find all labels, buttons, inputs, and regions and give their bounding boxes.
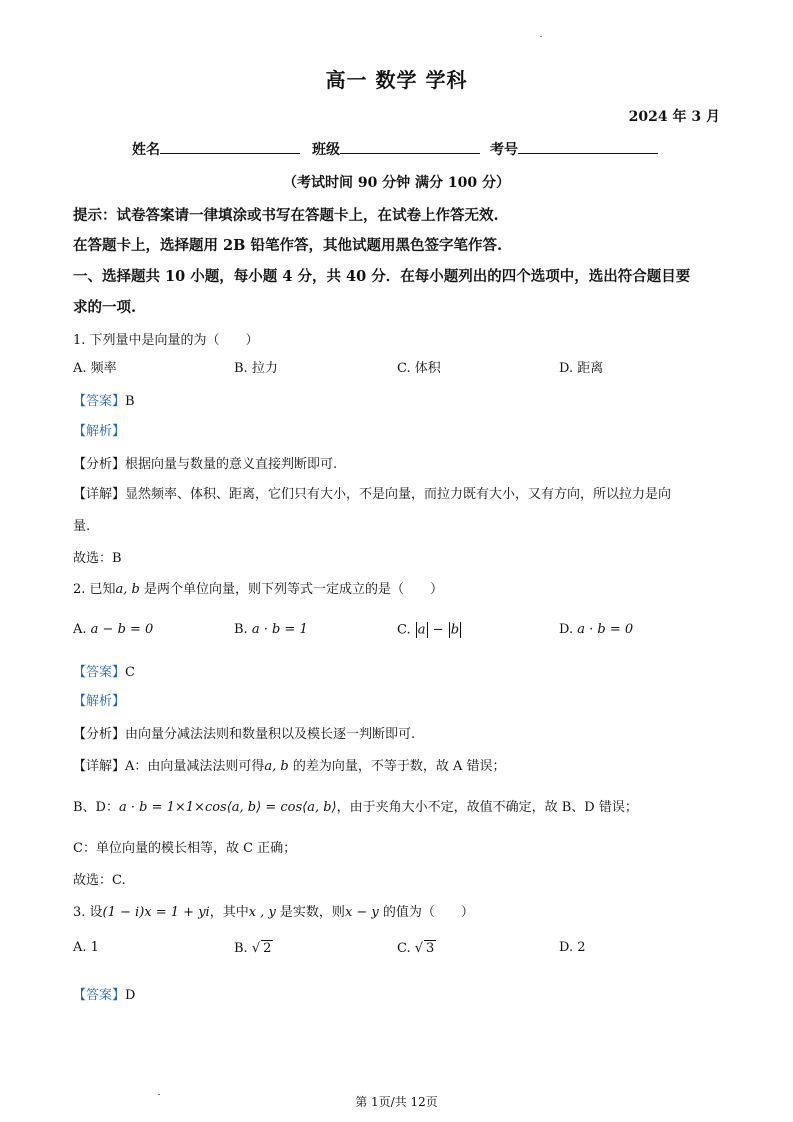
q1-xiangjie-2: 量.	[73, 519, 91, 534]
xiangjie-vars: a, b	[264, 759, 289, 774]
answer-tag: 【答案】	[73, 988, 126, 1003]
hint-line-2: 在答题卡上，选择题用 2B 铅笔作答，其他试题用黑色签字笔作答.	[73, 237, 502, 254]
q3-stem	[73, 901, 474, 920]
sqrt-value: 3	[426, 941, 435, 956]
xiangjie-text: A：由向量减法法则可得	[125, 759, 265, 774]
q3-option-a: A. 1	[73, 940, 99, 955]
q2-option-d	[559, 622, 633, 637]
exam-no-label: 考号	[490, 142, 518, 158]
class-field	[312, 138, 480, 159]
q1-option-d: D. 距离	[559, 361, 604, 376]
section-heading-1: 一、选择题共 10 小题，每小题 4 分，共 40 分．在每小题列出的四个选项中，选出符合题目要	[73, 268, 691, 285]
q1-choose: 故选：B	[73, 551, 122, 566]
abs-bar	[449, 622, 450, 638]
q1-xiangjie-1	[73, 483, 671, 502]
q3-expr2: x − y	[344, 905, 379, 920]
abs-bar	[427, 622, 428, 638]
q2-stem	[73, 578, 443, 597]
q1-option-c: C. 体积	[397, 361, 441, 376]
fenxi-tag: 【分析】	[73, 457, 126, 472]
q3-answer	[73, 984, 135, 1003]
q2-xiangjie-bd	[73, 796, 638, 815]
class-label: 班级	[312, 142, 340, 158]
page-title: 高一 数学 学科	[325, 68, 468, 92]
speck	[540, 36, 542, 37]
fenxi-text: 根据向量与数量的意义直接判断即可.	[125, 457, 338, 472]
q2-choose: 故选：C.	[73, 873, 126, 888]
answer-value: C	[125, 665, 135, 680]
abs-bar	[416, 622, 417, 638]
xiangjie-expr: a · b = 1×1×cos⟨a, b⟩ = cos⟨a, b⟩	[118, 800, 337, 815]
q2-analysis-tag: 【解析】	[73, 694, 126, 709]
q1-answer	[73, 390, 135, 409]
q2-option-c	[397, 622, 462, 638]
q1-option-b: B. 拉力	[234, 361, 278, 376]
q3-option-c: C. √ 3	[397, 941, 435, 956]
option-label: B.	[234, 622, 248, 637]
q2-option-a	[73, 622, 153, 637]
page-footer: 第 1页/共 12页	[355, 1095, 438, 1109]
q2-answer	[73, 661, 135, 680]
q2-xiangjie-c: C：单位向量的模长相等，故 C 正确；	[73, 841, 297, 856]
q2-xiangjie-a	[73, 755, 506, 774]
option-op: −	[428, 622, 448, 638]
time-note: （考试时间 90 分钟 满分 100 分）	[282, 175, 511, 191]
q3-vars: x , y	[248, 905, 276, 920]
answer-tag: 【答案】	[73, 394, 126, 409]
option-expr: a · b = 0	[577, 622, 634, 637]
q2-fenxi	[73, 723, 415, 742]
q3-expr: (1 − i)x = 1 + yi	[102, 905, 210, 920]
name-field	[132, 138, 300, 159]
section-heading-2: 求的一项.	[73, 299, 137, 316]
name-label: 姓名	[132, 142, 160, 158]
answer-tag: 【答案】	[73, 665, 126, 680]
q2-suffix: 是两个单位向量，则下列等式一定成立的是（ ）	[139, 582, 444, 597]
abs-bar	[460, 622, 461, 638]
sqrt-value: 2	[263, 941, 272, 956]
q2-prefix: 2. 已知	[73, 582, 116, 597]
exam-date: 2024 年 3 月	[628, 109, 720, 125]
exam-no-field	[490, 138, 658, 159]
q3-option-b: B. √ 2	[234, 941, 272, 956]
q1-stem: 1. 下列量中是向量的为（ ）	[73, 333, 259, 348]
name-blank	[160, 138, 300, 154]
xiangjie-text: ，由于夹角大小不定，故值不确定，故 B、D 错误；	[336, 800, 638, 815]
q3-prefix: 3. 设	[73, 905, 103, 920]
xiangjie-text: 显然频率、体积、距离，它们只有大小，不是向量，而拉力既有大小，又有方向，所以拉力是向	[125, 487, 672, 502]
option-expr: b	[450, 622, 460, 638]
fenxi-text: 由向量分减法法则和数量积以及模长逐一判断即可.	[125, 727, 416, 742]
q2-vars: a, b	[115, 582, 140, 597]
option-label: D.	[559, 622, 574, 637]
option-label: C.	[397, 941, 411, 956]
q3-text: ，其中	[209, 905, 249, 920]
q3-option-d: D. 2	[559, 940, 586, 955]
option-label: A.	[73, 622, 87, 637]
option-expr: a · b = 1	[251, 622, 308, 637]
option-expr: a − b = 0	[90, 622, 154, 637]
q1-option-a: A. 频率	[73, 361, 117, 376]
fenxi-tag: 【分析】	[73, 727, 126, 742]
answer-value: D	[125, 988, 136, 1003]
class-blank	[340, 138, 480, 154]
xiangjie-tag: 【详解】	[73, 759, 126, 774]
xiangjie-text: B、D：	[73, 800, 119, 815]
xiangjie-text: 的差为向量，不等于数，故 A 错误；	[288, 759, 506, 774]
q1-fenxi	[73, 453, 337, 472]
option-expr: a	[417, 622, 426, 638]
q3-suffix: 的值为（ ）	[378, 905, 474, 920]
q2-option-b	[234, 622, 308, 637]
exam-no-blank	[518, 138, 658, 154]
hint-line-1: 提示：试卷答案请一律填涂或书写在答题卡上，在试卷上作答无效.	[73, 207, 499, 224]
option-label: C.	[397, 622, 411, 638]
q1-analysis-tag: 【解析】	[73, 424, 126, 439]
q3-text: 是实数，则	[275, 905, 345, 920]
answer-value: B	[125, 394, 135, 409]
option-label: B.	[234, 941, 248, 956]
xiangjie-tag: 【详解】	[73, 487, 126, 502]
